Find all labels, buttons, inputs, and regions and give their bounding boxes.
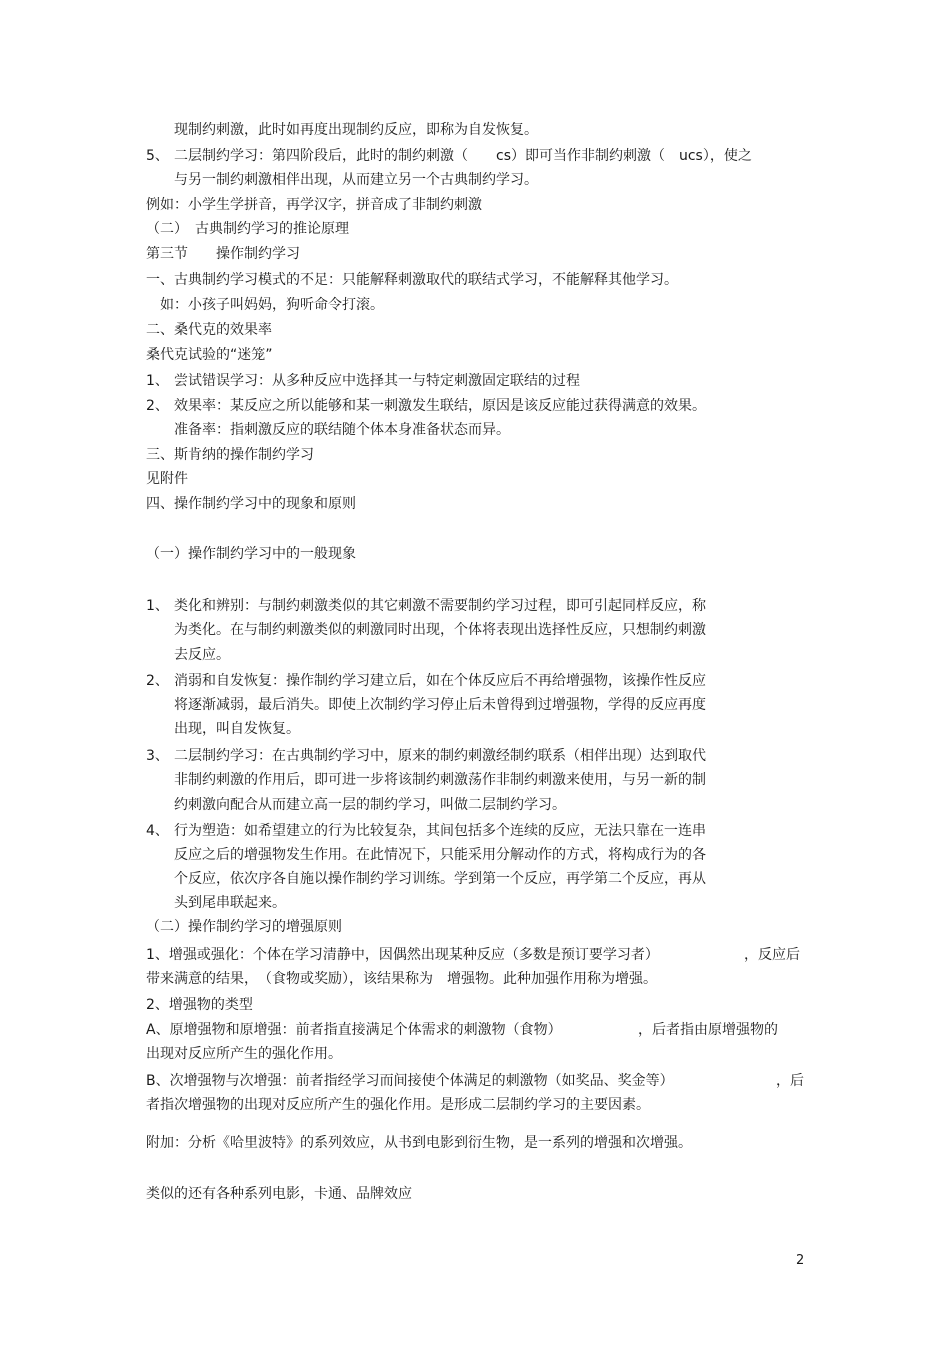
text-line: 准备率：指刺激反应的联结随个体本身准备状态而异。 [174,422,510,438]
text-line: 类化和辨别：与制约刺激类似的其它刺激不需要制约学习过程，即可引起同样反应，称 [174,598,706,614]
text-fragment: ，后 [776,1073,804,1089]
list-number: 3、 [146,748,169,764]
text-line: 带来满意的结果， （食物或奖励），该结果称为 增强物。此种加强作用称为增强。 [146,971,657,987]
text-line: 现制约刺激，此时如再度出现制约反应，即称为自发恢复。 [174,122,538,138]
text-line: 将逐渐减弱，最后消失。即使上次制约学习停止后未曾得到过增强物，学得的反应再度 [174,697,706,713]
text-fragment: ，反应后 [744,947,800,963]
text-line: 非制约刺激的作用后，即可进一步将该制约刺激荡作非制约刺激来使用，与另一新的制 [174,772,706,788]
section-heading: 2、增强物的类型 [146,997,253,1013]
text-line: B、次增强物与次增强：前者指经学习而间接使个体满足的刺激物（如奖品、奖金等） [146,1073,674,1089]
text-line: 出现，叫自发恢复。 [174,721,300,737]
list-number: 5、 [146,148,169,164]
text-line: 行为塑造：如希望建立的行为比较复杂，其间包括多个连续的反应，无法只靠在一连串 [174,823,706,839]
text-line: 尝试错误学习：从多种反应中选择其一与特定刺激固定联结的过程 [174,373,580,389]
section-heading: （二） 古典制约学习的推论原理 [146,221,349,237]
text-line: 二层制约学习：第四阶段后，此时的制约刺激（ cs）即可当作非制约刺激（ ucs），使之 [174,148,752,164]
text-line: 例如：小学生学拼音，再学汉字，拼音成了非制约刺激 [146,197,482,213]
section-heading: 二、桑代克的效果率 [146,322,272,338]
text-line: 头到尾串联起来。 [174,895,286,911]
text-line: 桑代克试验的“迷笼” [146,347,273,363]
text-line: 二层制约学习：在古典制约学习中，原来的制约刺激经制约联系（相伴出现）达到取代 [174,748,706,764]
text-fragment: ，后者指由原增强物的 [638,1022,778,1038]
text-line: 如：小孩子叫妈妈，狗听命令打滚。 [160,297,384,313]
section-heading: 四、操作制约学习中的现象和原则 [146,496,356,512]
text-line: A、原增强物和原增强：前者指直接满足个体需求的刺激物（食物） [146,1022,562,1038]
list-number: 4、 [146,823,169,839]
text-line: 消弱和自发恢复：操作制约学习建立后，如在个体反应后不再给增强物，该操作性反应 [174,673,706,689]
text-line: 者指次增强物的出现对反应所产生的强化作用。是形成二层制约学习的主要因素。 [146,1097,650,1113]
text-line: 个反应，依次序各自施以操作制约学习训练。学到第一个反应，再学第二个反应，再从 [174,871,706,887]
text-line: 一、古典制约学习模式的不足：只能解释刺激取代的联结式学习，不能解释其他学习。 [146,272,678,288]
list-number: 2、 [146,673,169,689]
text-line: 去反应。 [174,647,230,663]
list-number: 2、 [146,398,169,414]
text-line: 1、增强或强化：个体在学习清静中，因偶然出现某种反应（多数是预订要学习者） [146,947,659,963]
text-line: 出现对反应所产生的强化作用。 [146,1046,342,1062]
text-line: 类似的还有各种系列电影，卡通、品牌效应 [146,1186,412,1202]
text-line: 为类化。在与制约刺激类似的刺激同时出现，个体将表现出选择性反应，只想制约刺激 [174,622,706,638]
text-line: 效果率：某反应之所以能够和某一刺激发生联结，原因是该反应能过获得满意的效果。 [174,398,706,414]
text-line: 反应之后的增强物发生作用。在此情况下，只能采用分解动作的方式，将构成行为的各 [174,847,706,863]
text-line: 约刺激向配合从而建立高一层的制约学习，叫做二层制约学习。 [174,797,566,813]
list-number: 1、 [146,373,169,389]
section-heading: 第三节 操作制约学习 [146,246,300,262]
page-number: 2 [796,1253,805,1268]
text-line: 附加：分析《哈里波特》的系列效应，从书到电影到衍生物，是一系列的增强和次增强。 [146,1135,692,1151]
section-heading: （二）操作制约学习的增强原则 [146,919,342,935]
list-number: 1、 [146,598,169,614]
section-heading: 三、斯肯纳的操作制约学习 [146,447,314,463]
text-line: 与另一制约刺激相伴出现，从而建立另一个古典制约学习。 [174,172,538,188]
section-heading: （一）操作制约学习中的一般现象 [146,546,356,562]
text-line: 见附件 [146,471,188,487]
